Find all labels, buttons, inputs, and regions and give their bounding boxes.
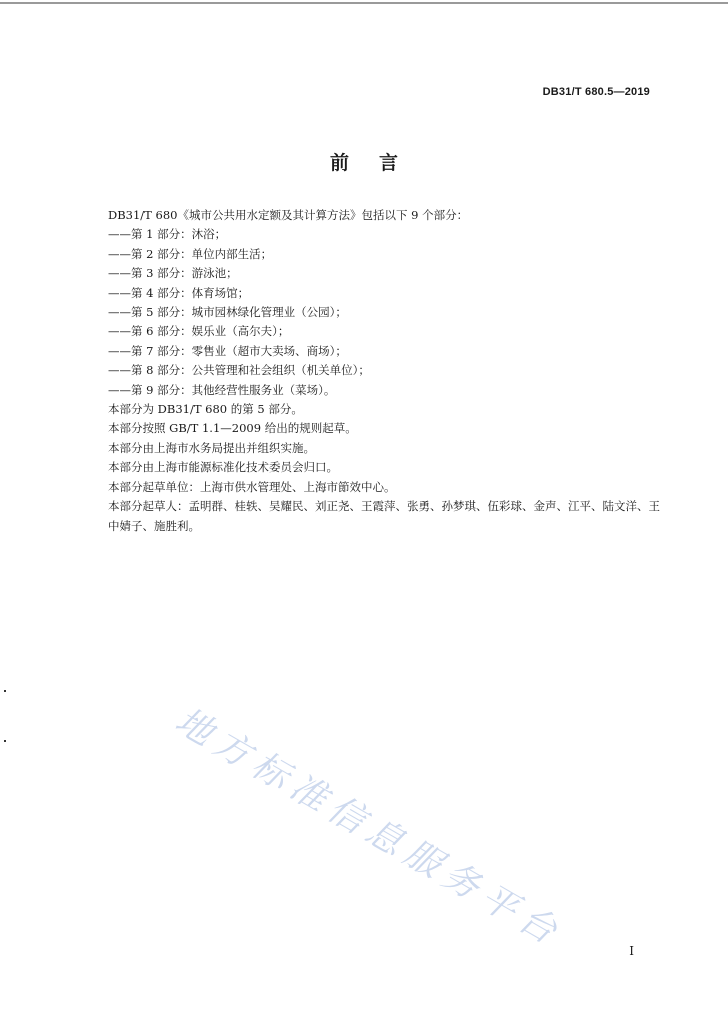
part-item: ——第 9 部分：其他经营性服务业（菜场）。 bbox=[108, 382, 336, 397]
part-item: ——第 2 部分：单位内部生活； bbox=[108, 246, 273, 261]
page-title: 前言 bbox=[330, 152, 429, 174]
statement-paragraph: 本部分为 DB31/T 680 的第 5 部分。 bbox=[108, 402, 303, 417]
statement-paragraph: 本部分按照 GB/T 1.1—2009 给出的规则起草。 bbox=[108, 421, 357, 436]
part-item: ——第 3 部分：游泳池； bbox=[108, 266, 238, 281]
top-border-rule bbox=[0, 2, 728, 4]
drafters-paragraph: 本部分起草人：孟明群、桂轶、吴耀民、刘正尧、王霞萍、张勇、孙梦琪、伍彩球、金声、江平、陆文洋、王中婧子、施胜利。 bbox=[108, 499, 660, 533]
statement-paragraph: 本部分起草单位：上海市供水管理处、上海市節效中心。 bbox=[108, 479, 396, 494]
part-item: ——第 6 部分：娱乐业（高尔夫）； bbox=[108, 324, 290, 339]
foreword-body bbox=[88, 206, 668, 536]
watermark-text: 地方标准信息服务平台 bbox=[168, 700, 570, 956]
margin-mark bbox=[4, 690, 6, 692]
part-item: ——第 8 部分：公共管理和社会组织（机关单位）； bbox=[108, 363, 370, 378]
statement-paragraph: 本部分由上海市水务局提出并组织实施。 bbox=[108, 440, 315, 455]
margin-mark bbox=[4, 740, 6, 742]
part-item: ——第 7 部分：零售业（超市大卖场、商场）； bbox=[108, 343, 347, 358]
page-number: I bbox=[629, 944, 634, 958]
part-item: ——第 4 部分：体育场馆； bbox=[108, 285, 250, 300]
document-code: DB31/T 680.5—2019 bbox=[542, 86, 650, 98]
intro-paragraph: DB31/T 680《城市公共用水定额及其计算方法》包括以下 9 个部分： bbox=[108, 208, 469, 222]
part-item: ——第 1 部分：沐浴； bbox=[108, 227, 227, 242]
statement-paragraph: 本部分由上海市能源标准化技术委员会归口。 bbox=[108, 460, 338, 475]
part-item: ——第 5 部分：城市园林绿化管理业（公园）； bbox=[108, 305, 347, 320]
